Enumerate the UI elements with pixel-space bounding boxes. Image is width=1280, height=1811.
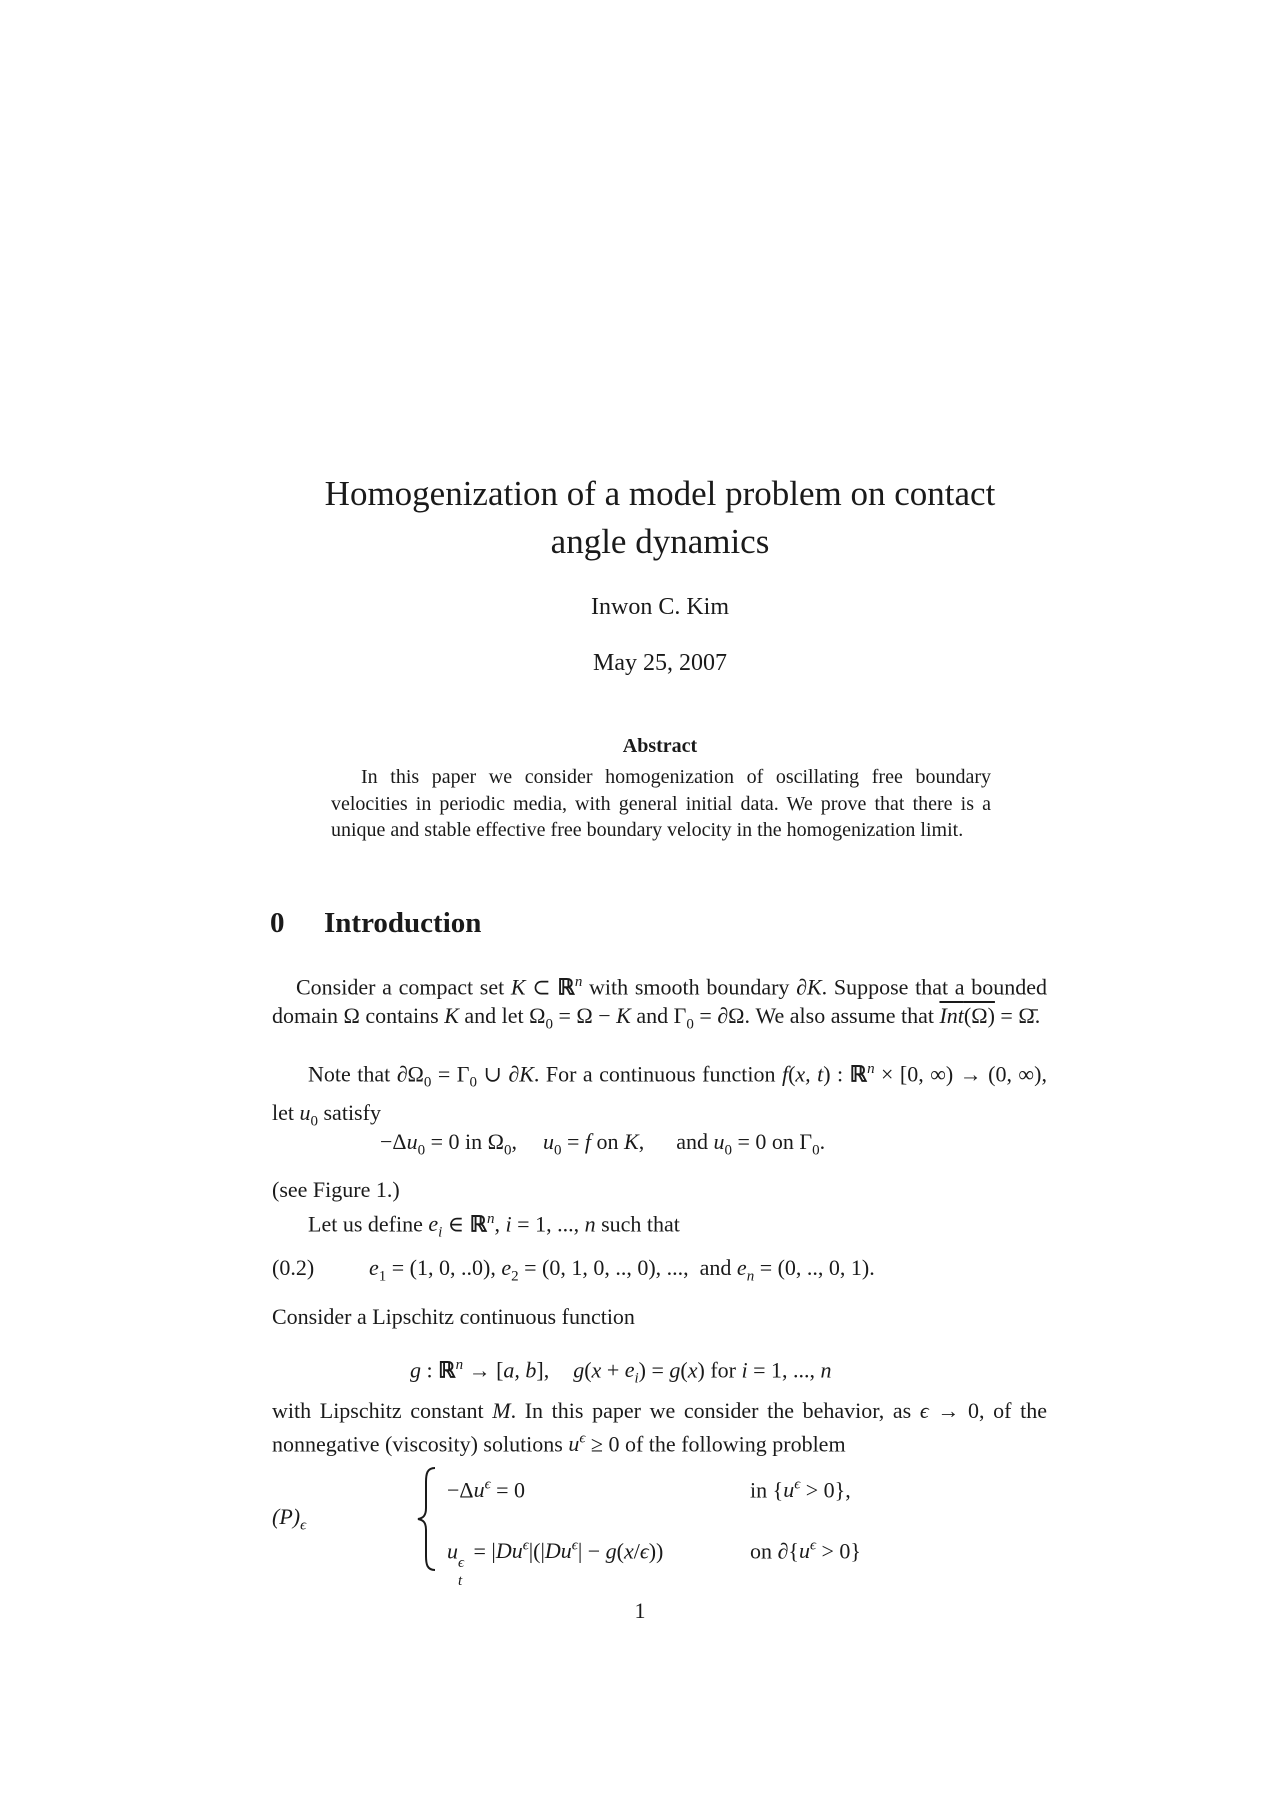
system-condition-2: on $\partial\{u^\epsilon > 0\}$	[750, 1538, 861, 1564]
left-brace-icon	[415, 1466, 439, 1572]
equation-label-0-2: (0.2)	[272, 1255, 315, 1280]
section-number: 0	[270, 907, 285, 939]
abstract-content: In this paper we consider homogenization of oscillating free boundary velocities in periodic media, with general initial data. We prove that there is a unique and stable effective free boundary velocity in the homogenization limit.	[331, 766, 991, 841]
system-label: $(P)_\epsilon$	[272, 1504, 307, 1534]
intro-paragraph-2: Note that $\partial\Omega_0 = \Gamma_0$ ∪ ∂K. For a continuous function f(x, t) : ℝ$^n$ × [0, ∞) → (0, ∞), let $u_0$ satisfy	[272, 1061, 1047, 1130]
equation-basis-vectors: $e_1 = (1$, 0, ..0), $e_2 = (0$, 1, 0, .., 0), ..., and $e_n = (0$, .., 0, 1).	[369, 1255, 875, 1285]
equation-laplace: $-\Delta u_0 = 0$ in $\Omega_0$, $u_0 = f$ on K, and $u_0 = 0$ on $\Gamma_0$.	[380, 1129, 826, 1159]
intro-paragraph-1: Consider a compact set K ⊂ ℝ$^n$ with smooth boundary ∂K. Suppose that a bounded domain Ω contains K and let $\Omega_0 = \Omega - K$ and $\Gamma_0 = \partial\Omega$. We also assume that Int(Ω) = Ω̄.	[272, 974, 1047, 1033]
equation-lipschitz-function: g : ℝ$^n$ → [a, b], $g(x + e_i) = g(x)$ for i = 1, ..., n	[410, 1357, 832, 1387]
intro-paragraph-4: Consider a Lipschitz continuous function	[272, 1304, 635, 1329]
intro-paragraph-3: Let us define $e_i$ ∈ ℝ$^n$, i = 1, ..., n such that	[308, 1211, 680, 1241]
title-line-2: angle dynamics	[550, 522, 770, 561]
abstract-text	[331, 764, 991, 844]
publication-date: May 25, 2007	[593, 650, 727, 676]
section-heading	[270, 905, 1070, 941]
system-equation-1: $-\Delta u^\epsilon = 0$	[447, 1477, 526, 1503]
intro-paragraph-5: with Lipschitz constant M. In this paper we consider the behavior, as ϵ → 0, of the nonnegative (viscosity) solutions $u^\epsilon \ge 0$ of the following problem	[272, 1398, 1047, 1457]
paper-title	[220, 470, 1100, 566]
system-equation-2: u ϵ t = $|Du^\epsilon|(|Du^\epsilon| - g(x/\epsilon))$	[447, 1538, 664, 1590]
section-title: Introduction	[324, 907, 482, 939]
page-number: 1	[634, 1598, 646, 1623]
abstract-heading: Abstract	[622, 735, 698, 757]
title-line-1: Homogenization of a model problem on contact	[324, 474, 996, 513]
author-name: Inwon C. Kim	[591, 594, 729, 620]
system-condition-1: in $\{u^\epsilon > 0\}$,	[750, 1477, 851, 1503]
math-k-subset-rn: K	[510, 974, 526, 1000]
see-figure-note: (see Figure 1.)	[272, 1177, 400, 1202]
